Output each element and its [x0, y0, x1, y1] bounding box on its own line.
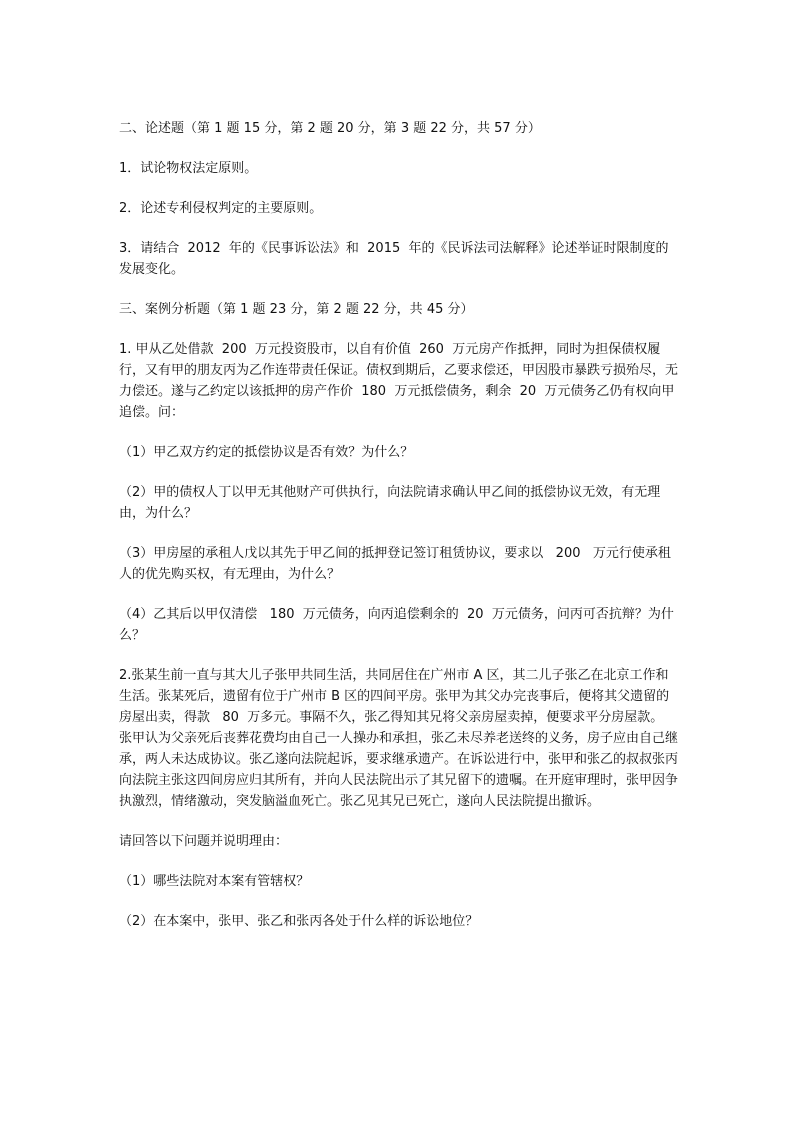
case-2-question-2: （2）在本案中，张甲、张乙和张丙各处于什么样的诉讼地位？: [119, 914, 479, 929]
section-heading-essay: 二、论述题（第 1 题 15 分，第 2 题 20 分，第 3 题 22 分，共 57 分）: [119, 121, 541, 136]
document-page: [119, 118, 679, 951]
case-2-description-part-2: 张甲认为父亲死后丧葬花费均由自己一人操办和承担，张乙未尽养老送终的义务，房子应由自己继承，两人未达成协议。张乙遂向法院起诉，要求继承遗产。在诉讼进行中，张甲和张乙的叔叔张丙向法院主张这四间房应归其所有，并向人民法院出示了其兄留下的遗嘱。在开庭审理时，张甲因争执激烈，情绪激动，突发脑溢血死亡。张乙见其兄已死亡，遂向人民法院提出撤诉。: [119, 731, 679, 809]
case-2-prompt: 请回答以下问题并说明理由：: [119, 834, 289, 849]
essay-question-3: 3．请结合 2012 年的《民事诉讼法》和 2015 年的《民诉法司法解释》论述举证时限制度的发展变化。: [119, 241, 669, 277]
case-1-question-4: （4）乙其后以甲仅清偿 180 万元债务，向丙追偿剩余的 20 万元债务，问丙可否抗辩？为什么？: [119, 607, 674, 643]
essay-question-2: 2．论述专利侵权判定的主要原则。: [119, 201, 323, 216]
case-1-description: 1. 甲从乙处借款 200 万元投资股市，以自有价值 260 万元房产作抵押，同时为担保债权履行，又有甲的朋友丙为乙作连带责任保证。债权到期后，乙要求偿还，甲因股市暴跌亏损殆尽，无力偿还。遂与乙约定以该抵押的房产作价 180 万元抵偿债务，剩余 20 万元债务乙仍有权向甲追偿。问：: [119, 342, 679, 420]
case-2-description-part-1: 2.张某生前一直与其大儿子张甲共同生活，共同居住在广州市 A 区，其二儿子张乙在北京工作和生活。张某死后，遗留有位于广州市 B 区的四间平房。张甲为其父办完丧事后，便将其父遗留的房屋出卖，得款 80 万多元。事隔不久，张乙得知其兄将父亲房屋卖掉，便要求平分房屋款。: [119, 668, 670, 725]
case-2-question-1: （1）哪些法院对本案有管辖权？: [119, 874, 310, 889]
case-1-question-1: （1）甲乙双方约定的抵偿协议是否有效？为什么？: [119, 445, 414, 460]
section-heading-case: 三、案例分析题（第 1 题 23 分，第 2 题 22 分，共 45 分）: [119, 302, 474, 317]
case-1-question-3: （3）甲房屋的承租人戊以其先于甲乙间的抵押登记签订租赁协议，要求以 200 万元行使承租人的优先购买权，有无理由，为什么？: [119, 546, 671, 582]
case-1-question-2: （2）甲的债权人丁以甲无其他财产可供执行，向法院请求确认甲乙间的抵偿协议无效，有无理由，为什么？: [119, 485, 661, 521]
essay-question-1: 1．试论物权法定原则。: [119, 161, 258, 176]
